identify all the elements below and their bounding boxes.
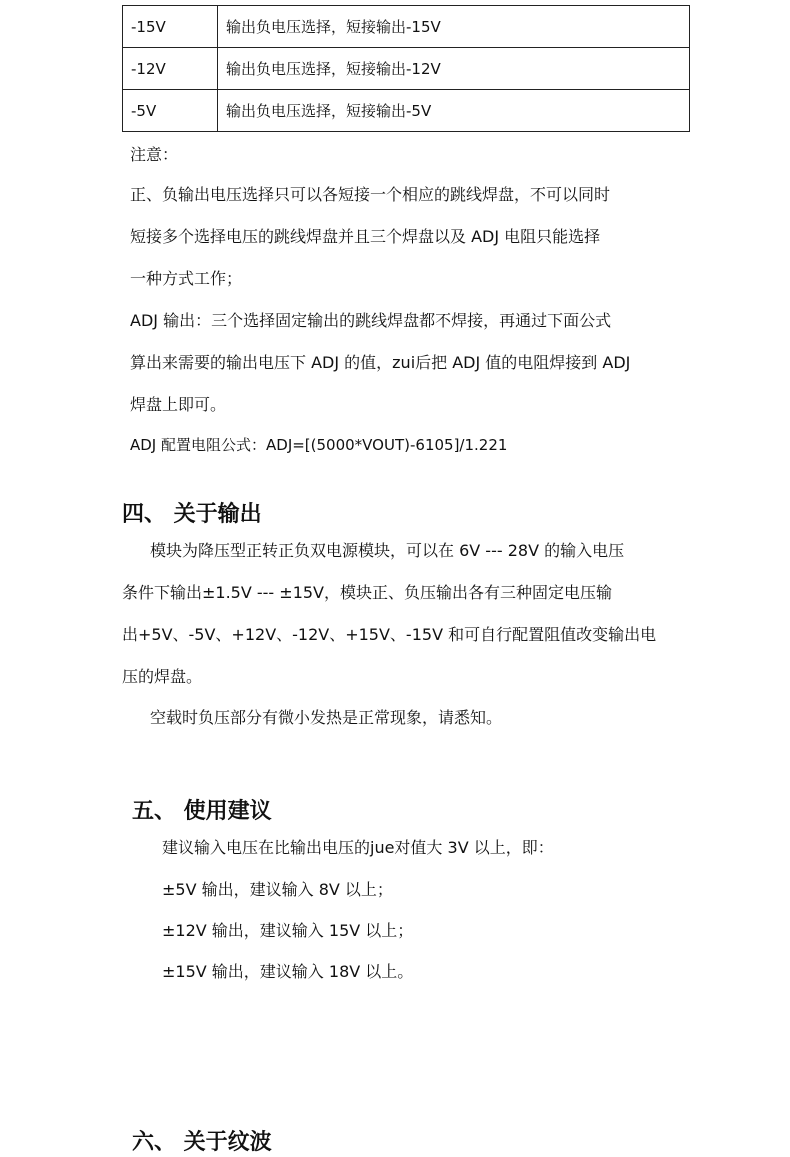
section-4-line: 压的焊盘。 <box>122 667 203 686</box>
table-cell-voltage: -15V <box>123 6 218 48</box>
section-5-line: ±5V 输出，建议输入 8V 以上； <box>162 880 393 899</box>
table-row <box>123 90 690 132</box>
table-cell-description: 输出负电压选择，短接输出-5V <box>218 90 690 132</box>
notes-line: 正、负输出电压选择只可以各短接一个相应的跳线焊盘，不可以同时 <box>130 185 611 204</box>
notes-line: 算出来需要的输出电压下 ADJ 的值，zui后把 ADJ 值的电阻焊接到 ADJ <box>130 353 631 372</box>
table-cell-voltage: -12V <box>123 48 218 90</box>
section-6-title: 六、 关于纹波 <box>132 1130 272 1155</box>
section-4-line: 条件下输出±1.5V --- ±15V，模块正、负压输出各有三种固定电压输 <box>122 583 613 602</box>
adj-formula: ADJ 配置电阻公式：ADJ=[(5000*VOUT)-6105]/1.221 <box>130 436 508 454</box>
section-5-title: 五、 使用建议 <box>132 799 272 824</box>
table-row <box>123 6 690 48</box>
notes-line: 焊盘上即可。 <box>130 395 227 414</box>
table-cell-description: 输出负电压选择，短接输出-12V <box>218 48 690 90</box>
notes-label: 注意： <box>130 145 179 164</box>
table-row <box>123 48 690 90</box>
section-5-line: 建议输入电压在比输出电压的jue对值大 3V 以上，即： <box>162 838 554 857</box>
section-4-note: 空载时负压部分有微小发热是正常现象，请悉知。 <box>150 708 503 727</box>
section-4-line: 模块为降压型正转正负双电源模块，可以在 6V --- 28V 的输入电压 <box>150 541 625 560</box>
notes-line: 短接多个选择电压的跳线焊盘并且三个焊盘以及 ADJ 电阻只能选择 <box>130 227 601 246</box>
section-4-line: 出+5V、-5V、+12V、-12V、+15V、-15V 和可自行配置阻值改变输出电 <box>122 625 657 644</box>
table-cell-description: 输出负电压选择，短接输出-15V <box>218 6 690 48</box>
section-4-title: 四、 关于输出 <box>122 502 262 527</box>
table-cell-voltage: -5V <box>123 90 218 132</box>
section-5-line: ±15V 输出，建议输入 18V 以上。 <box>162 962 414 981</box>
section-5-line: ±12V 输出，建议输入 15V 以上； <box>162 921 414 940</box>
notes-line: ADJ 输出：三个选择固定输出的跳线焊盘都不焊接，再通过下面公式 <box>130 311 612 330</box>
notes-line: 一种方式工作； <box>130 269 243 288</box>
voltage-selection-table <box>122 5 690 132</box>
